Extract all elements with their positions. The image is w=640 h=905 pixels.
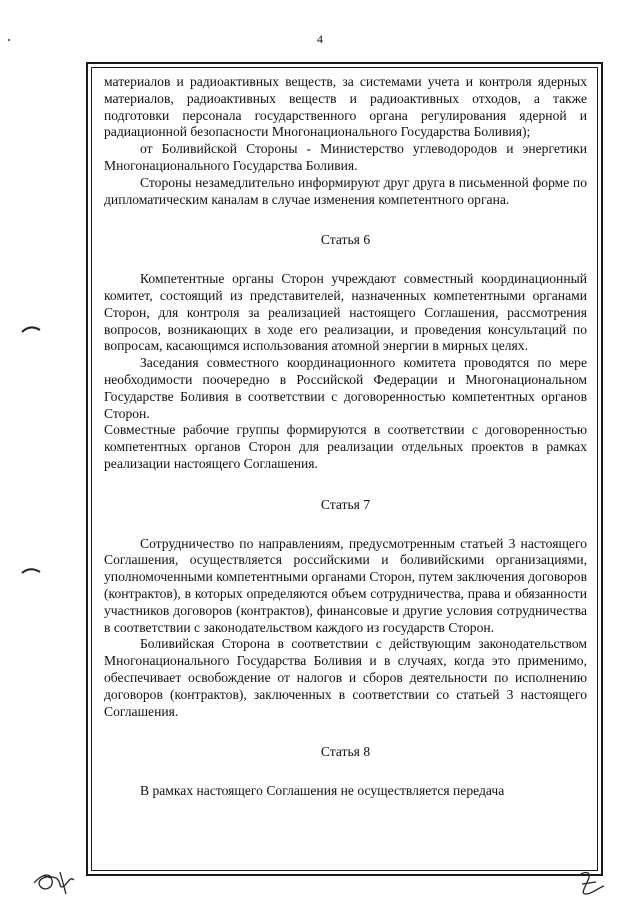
article-heading: Статья 7 [320,496,371,512]
binding-hole-mark [22,569,40,573]
initials-signature-left [34,872,74,894]
binding-hole-mark [22,327,40,332]
paragraph: Стороны незамедлительно информируют друг друга в письменной форме по дипломатическим каналам в случае изменения компетентного органа. [104,174,587,207]
paragraph: материалов и радиоактивных веществ, за системами учета и контроля ядерных материалов, радиоактивных веществ и радиоактивных отходов, а также подготовки персонала государственного органа регулирования ядерной и радиационной безопасности Многонационального Государства Боливия); [104,74,587,140]
paragraph: Заседания совместного координационного комитета проводятся по мере необходимости поочередно в Российской Федерации и Многонациональном Государстве Боливия в соответствии с договоренностью компетентных органов Сторон. [104,355,587,421]
page-number: 4 [317,32,323,46]
paragraph: Компетентные органы Сторон учреждают совместный координационный комитет, состоящий из представителей, назначенных компетентными органами Сторон, для контроля за реализацией настоящего Соглашения, рассмотрения вопросов, возникающих в ходе его реализации, и проведения консультаций по вопросам, касающимся использования атомной энергии в мирных целях. [104,271,587,354]
paragraph: Сотрудничество по направлениям, предусмотренным статьей 3 настоящего Соглашения, осуществляется российскими и боливийскими организациями, уполномоченными компетентными органами Сторон, путем заключения договоров (контрактов), в которых определяются объем сотрудничества, права и обязанности участников договоров (контрактов), финансовые и другие условия сотрудничества в соответствии с законодательством каждого из государств Сторон. [104,535,587,635]
paragraph: В рамках настоящего Соглашения не осуществляется передача [140,783,505,799]
article-heading: Статья 6 [320,232,371,248]
initials-signature-right [578,873,604,894]
paragraph: Боливийская Сторона в соответствии с действующим законодательством Многонационального Государства Боливия и в случаях, когда это применимо, обеспечивает освобождение от налогов и сборов деятельности по исполнению договоров (контрактов), заключенных в соответствии со статьей 3 настоящего Соглашения. [104,636,587,719]
paragraph: Совместные рабочие группы формируются в соответствии с договоренностью компетентных органов Сторон для реализации отдельных проектов в рамках реализации настоящего Соглашения. [104,422,587,471]
paragraph: от Боливийской Стороны - Министерство углеводородов и энергетики Многонационального Государства Боливия. [104,141,587,173]
article-heading: Статья 8 [320,744,371,760]
scan-dot [8,39,10,41]
